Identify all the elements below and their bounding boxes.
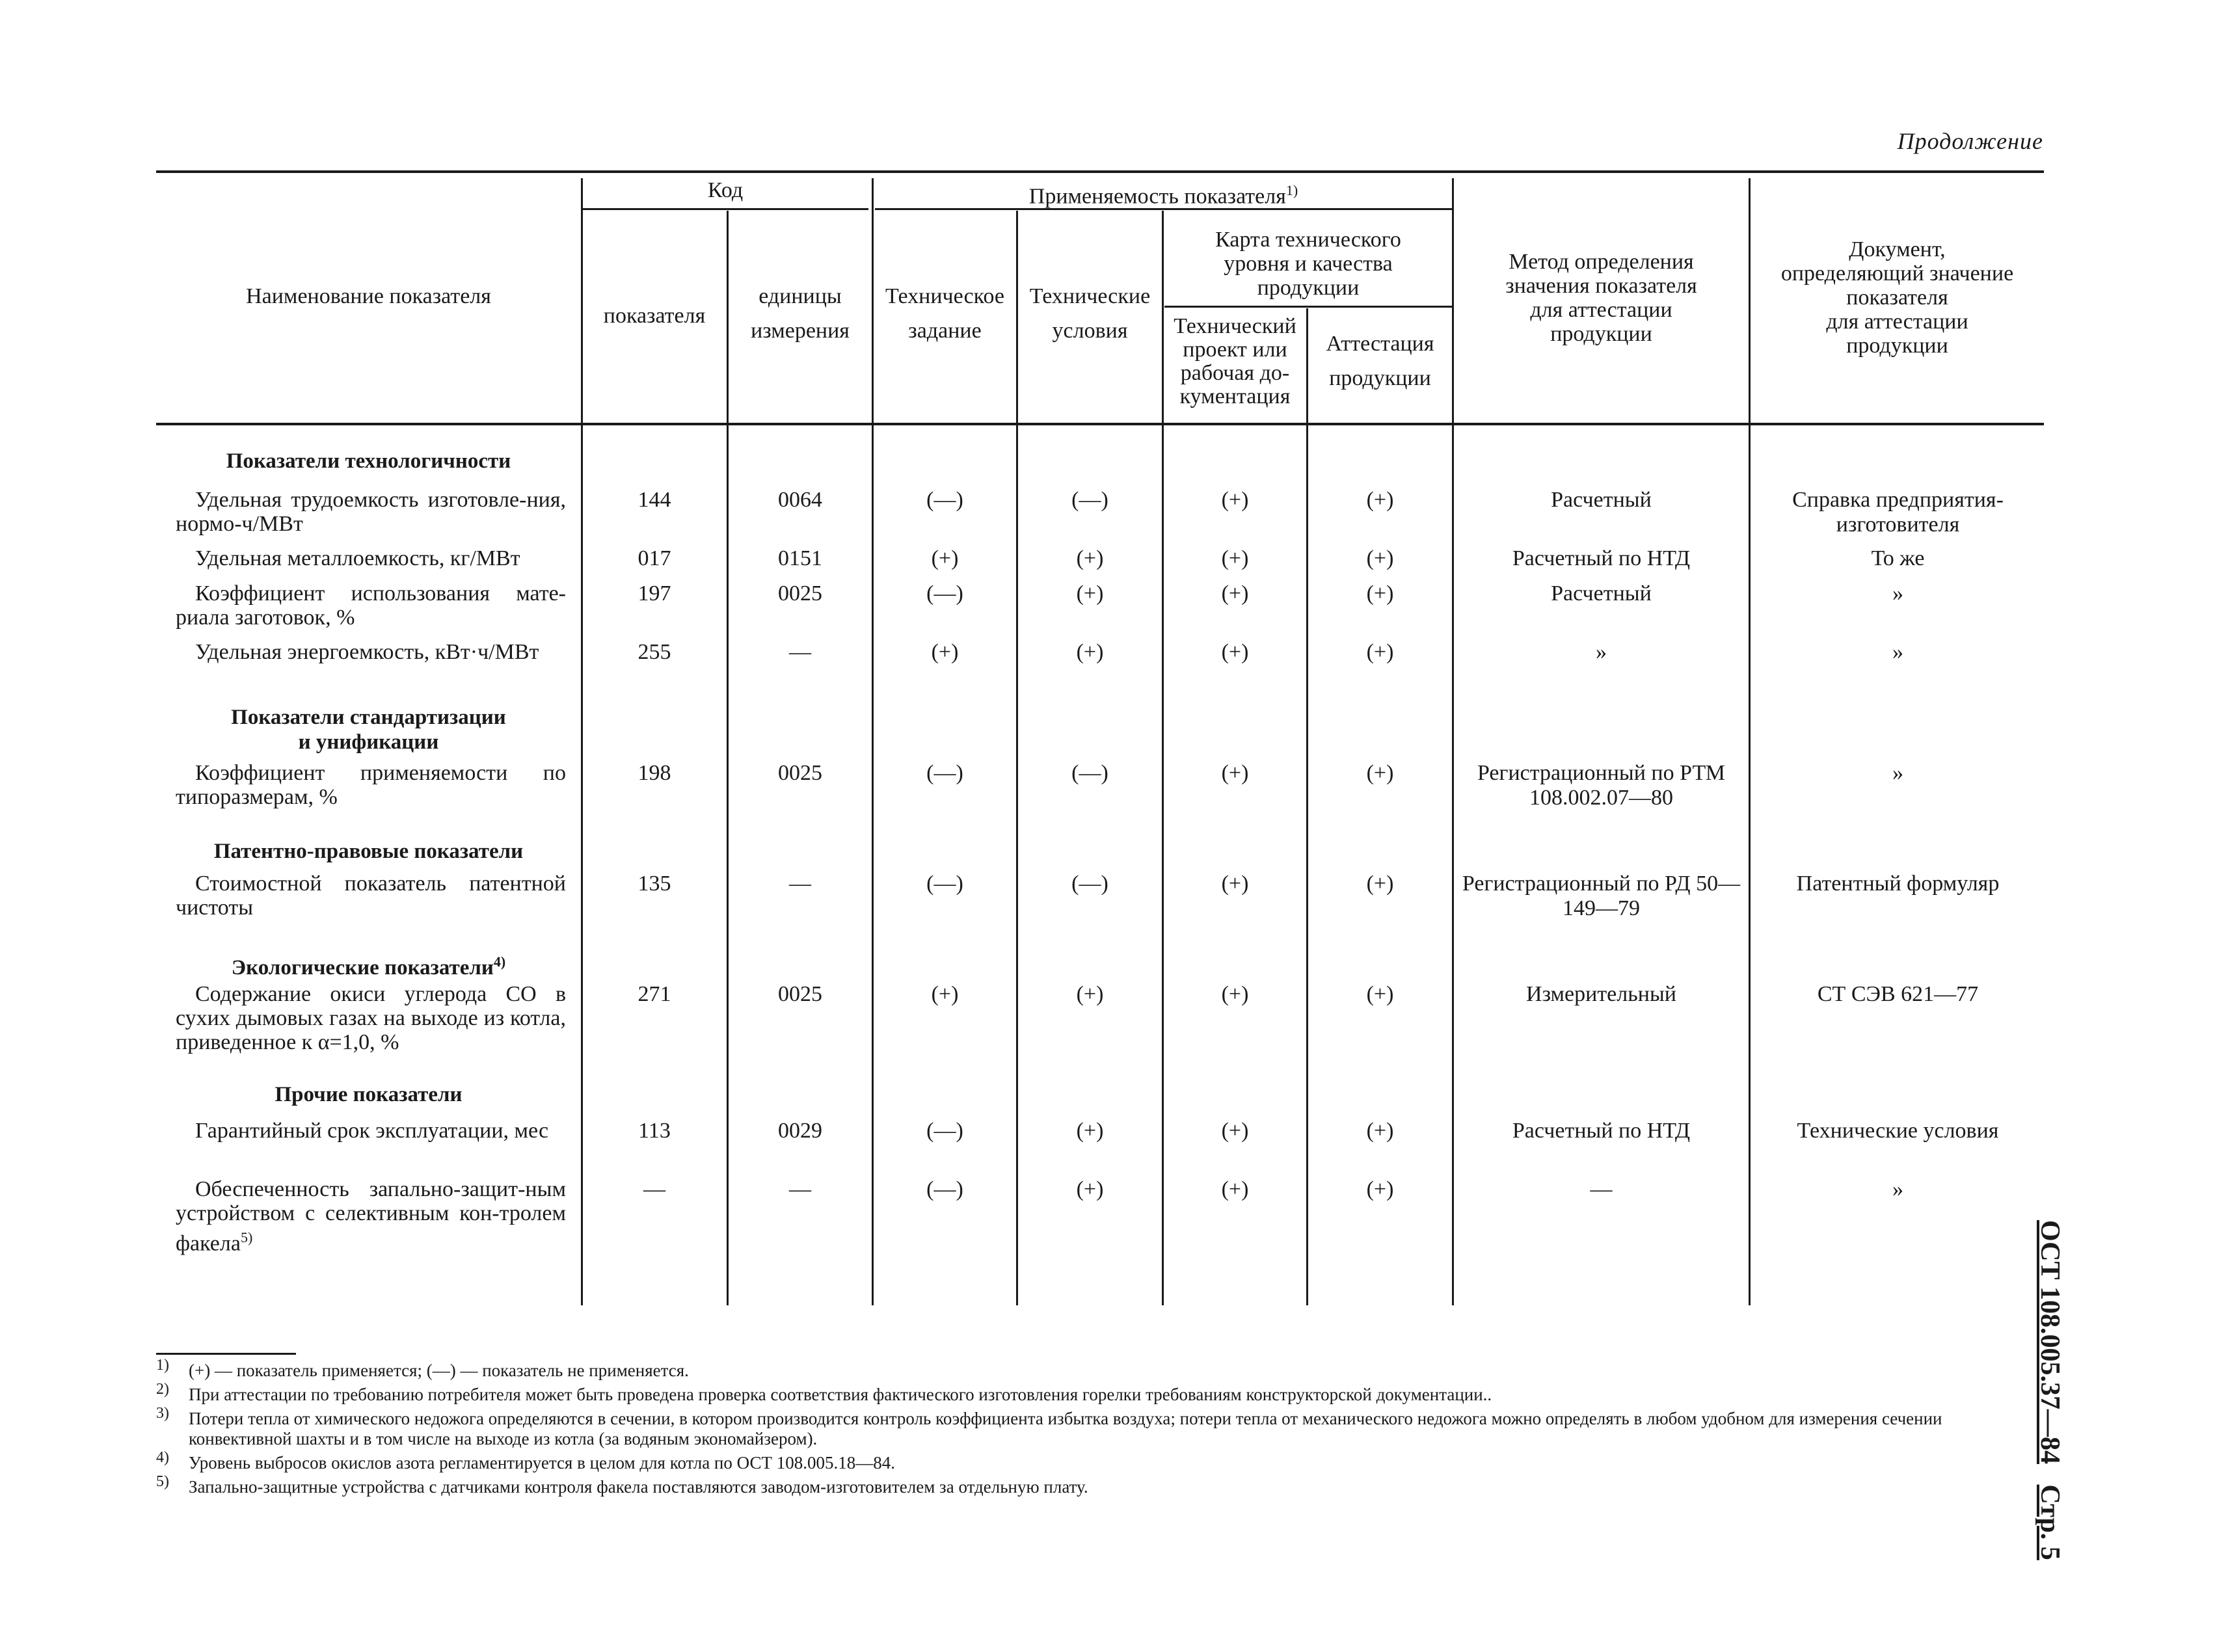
- header-applicability-text: Применяемость показателя: [1028, 184, 1286, 209]
- row-cell-ap: (+): [1366, 982, 1394, 1006]
- header-method-line: для аттестации: [1530, 298, 1672, 322]
- header-tech-project-line: рабочая до-: [1180, 361, 1290, 385]
- header-attestation-line: Аттестация: [1326, 332, 1434, 356]
- header-tech-map-line: Карта технического: [1215, 228, 1401, 252]
- row-indicator-name-text: Удельная энергоемкость, кВт·ч/МВт: [195, 640, 539, 664]
- footnote-text: При аттестации по требованию потребителя может быть проведена проверка соответствия фактического изготовления горелки требованиям конструкторской документации..: [189, 1385, 1492, 1404]
- header-tech-task: [874, 284, 1016, 343]
- row-cell-code: 113: [638, 1119, 671, 1143]
- section-heading-line: Показатели стандартизации: [231, 706, 506, 729]
- row-cell-tp: (+): [1221, 982, 1249, 1006]
- row-cell-code: 144: [638, 488, 671, 512]
- row-indicator-name: [176, 872, 566, 920]
- col-divider-7: [1452, 178, 1454, 1305]
- row-cell-method: Измерительный: [1526, 982, 1676, 1006]
- section-heading: [156, 950, 581, 980]
- row-cell-unit: 0151: [778, 546, 822, 570]
- row-cell-tt: (—): [926, 488, 963, 512]
- tech-map-rule: [1164, 306, 1452, 308]
- row-cell-tp: (+): [1221, 581, 1249, 606]
- footnote-text: (+) — показатель применяется; (—) — показатель не применяется.: [189, 1361, 689, 1380]
- indicator-table: [156, 170, 2044, 1305]
- row-indicator-name: [176, 488, 566, 536]
- header-method-line: значения показателя: [1505, 274, 1697, 298]
- section-heading-text: Экологические показатели: [231, 956, 494, 979]
- row-cell-doc: Патентный формуляр: [1796, 872, 2000, 896]
- header-attestation: [1308, 332, 1452, 390]
- row-indicator-name-text: Гарантийный срок эксплуатации, мес: [195, 1119, 549, 1143]
- row-cell-tt: (+): [931, 546, 959, 570]
- row-cell-tp: (+): [1221, 761, 1249, 785]
- row-cell-tp: (+): [1221, 488, 1249, 512]
- row-cell-ap: (+): [1366, 488, 1394, 512]
- row-cell-tp: (+): [1221, 1119, 1249, 1143]
- row-cell-tp: (+): [1221, 1177, 1249, 1201]
- row-cell-ap: (+): [1366, 546, 1394, 570]
- header-tech-map-line: уровня и качества: [1224, 252, 1393, 276]
- row-cell-doc: »: [1892, 761, 1903, 785]
- header-document-line: показателя: [1846, 286, 1948, 310]
- header-code-unit-line: измерения: [751, 319, 850, 343]
- row-cell-tp: (+): [1221, 640, 1249, 664]
- row-cell-code: 255: [638, 640, 671, 664]
- footnote-mark: 2): [156, 1381, 169, 1398]
- row-cell-tt: (+): [931, 982, 959, 1006]
- row-cell-ap: (+): [1366, 1119, 1394, 1143]
- footnote-mark: 4): [156, 1449, 169, 1466]
- header-tech-project-line: кументация: [1179, 384, 1291, 408]
- row-cell-ap: (+): [1366, 581, 1394, 606]
- row-cell-tt: (—): [926, 761, 963, 785]
- header-bottom-rule: [156, 423, 2044, 425]
- row-cell-doc: СТ СЭВ 621—77: [1817, 982, 1979, 1006]
- continuation-label: Продолжение: [1897, 128, 2043, 154]
- header-tech-project-line: Технический: [1174, 314, 1296, 338]
- header-method-line: Метод определения: [1509, 250, 1694, 274]
- header-code-group: Код: [707, 178, 744, 202]
- row-cell-unit: —: [789, 872, 811, 896]
- row-indicator-name-text: Коэффициент применяемости по типоразмерам, %: [176, 761, 566, 809]
- row-indicator-name: [176, 546, 566, 570]
- section-heading: Показатели технологичности: [226, 449, 511, 473]
- header-document-line: Документ,: [1849, 237, 1946, 261]
- header-document-line: определяющий значение: [1780, 261, 2014, 286]
- row-indicator-name: [176, 581, 566, 630]
- row-cell-doc: »: [1892, 640, 1903, 664]
- side-doc-number: ОСТ 108.005.37—84: [2035, 1220, 2065, 1465]
- row-cell-doc: То же: [1871, 546, 1925, 570]
- row-indicator-name: [176, 982, 566, 1054]
- footnote-ref: 5): [240, 1229, 253, 1246]
- row-cell-method: Регистрационный по РТМ 108.002.07—80: [1477, 761, 1726, 810]
- row-cell-code: 198: [638, 761, 671, 785]
- header-tech-conditions: [1018, 284, 1162, 343]
- row-cell-unit: 0025: [778, 982, 822, 1006]
- header-document: [1751, 237, 2044, 358]
- footnote-text: Потери тепла от химического недожога определяются в сечении, в котором производится контроль коэффициента избытка воздуха; потери тепла от механического недожога можно определять в любом удобном для измерения сечении конвективной шахты и в том числе на выходе из котла (за водяным экономайзером).: [189, 1409, 1942, 1448]
- header-tech-project: [1164, 315, 1306, 408]
- row-cell-ap: (+): [1366, 872, 1394, 896]
- row-cell-doc: »: [1892, 581, 1903, 606]
- row-cell-tu: (+): [1076, 1177, 1104, 1201]
- side-document-label: [2020, 1220, 2065, 1623]
- row-indicator-name-text: Содержание окиси углерода CO в сухих дымовых газах на выходе из котла, приведенное к α=1,0, %: [176, 982, 566, 1054]
- footnote: [156, 1473, 2043, 1497]
- header-document-line: продукции: [1846, 334, 1948, 358]
- header-code-unit-line: единицы: [758, 284, 842, 308]
- row-indicator-name-text: Удельная металлоемкость, кг/МВт: [195, 546, 520, 570]
- row-cell-tu: (+): [1076, 1119, 1104, 1143]
- applicability-group-rule: [875, 208, 1452, 210]
- row-indicator-name: [176, 640, 566, 664]
- footnote-mark: 3): [156, 1405, 169, 1422]
- row-cell-ap: (+): [1366, 761, 1394, 785]
- header-attestation-line: продукции: [1329, 366, 1431, 390]
- row-cell-unit: —: [789, 640, 811, 664]
- row-cell-method: Расчетный по НТД: [1512, 546, 1691, 570]
- code-group-rule: [582, 208, 868, 210]
- row-cell-method: —: [1590, 1177, 1613, 1201]
- row-cell-unit: 0064: [778, 488, 822, 512]
- header-tech-task-line: задание: [908, 319, 982, 343]
- row-cell-ap: (+): [1366, 1177, 1394, 1201]
- row-cell-tt: (+): [931, 640, 959, 664]
- header-tech-conditions-line: Технические: [1029, 284, 1151, 308]
- row-cell-tu: (+): [1076, 982, 1104, 1006]
- row-cell-tu: (+): [1076, 581, 1104, 606]
- footnote-mark: 1): [156, 1357, 169, 1374]
- row-cell-code: 017: [638, 546, 671, 570]
- row-cell-tt: (—): [926, 872, 963, 896]
- header-code-unit: [729, 284, 872, 343]
- row-indicator-name-text: Удельная трудоемкость изготовле-ния, нормо-ч/МВт: [176, 488, 566, 536]
- row-cell-tu: (—): [1071, 872, 1108, 896]
- table-top-rule: [156, 170, 2044, 173]
- row-cell-tp: (+): [1221, 546, 1249, 570]
- row-cell-unit: 0029: [778, 1119, 822, 1143]
- row-indicator-name: [176, 1119, 566, 1143]
- footnote-rule: [156, 1353, 296, 1355]
- row-cell-method: »: [1596, 640, 1607, 664]
- row-cell-code: —: [643, 1177, 665, 1201]
- side-page-number: Стр. 5: [2035, 1484, 2065, 1560]
- row-cell-tp: (+): [1221, 872, 1249, 896]
- row-cell-doc: »: [1892, 1177, 1903, 1201]
- row-indicator-name: [176, 761, 566, 809]
- row-cell-unit: 0025: [778, 761, 822, 785]
- row-cell-tu: (+): [1076, 640, 1104, 664]
- footnote-ref: 1): [1285, 182, 1298, 198]
- footnote: [156, 1449, 2043, 1473]
- section-heading: Прочие показатели: [275, 1083, 463, 1106]
- header-indicator-name: Наименование показателя: [246, 284, 491, 308]
- footnote-text: Запально-защитные устройства с датчиками контроля факела поставляются заводом-изготовителем за отдельную плату.: [189, 1477, 1088, 1497]
- row-cell-method: Расчетный: [1551, 581, 1652, 606]
- header-tech-task-line: Техническое: [885, 284, 1004, 308]
- header-tech-conditions-line: условия: [1052, 319, 1128, 343]
- header-applicability-group: [875, 178, 1452, 208]
- row-cell-tu: (—): [1071, 761, 1108, 785]
- header-method-line: продукции: [1550, 322, 1652, 346]
- row-cell-method: Расчетный по НТД: [1512, 1119, 1691, 1143]
- section-heading-line: и унификации: [298, 730, 439, 754]
- footnote-text: Уровень выбросов окислов азота регламентируется в целом для котла по ОСТ 108.005.18—84.: [189, 1453, 895, 1472]
- row-cell-code: 197: [638, 581, 671, 606]
- row-cell-tt: (—): [926, 1177, 963, 1201]
- col-divider-6: [1306, 308, 1308, 1305]
- row-cell-method: Расчетный: [1551, 488, 1652, 512]
- row-cell-tu: (—): [1071, 488, 1108, 512]
- footnote: [156, 1405, 2043, 1449]
- footnote: [156, 1357, 2043, 1381]
- header-code-indicator: показателя: [603, 304, 706, 328]
- row-cell-tt: (—): [926, 1119, 963, 1143]
- row-cell-tu: (+): [1076, 546, 1104, 570]
- row-cell-unit: 0025: [778, 581, 822, 606]
- header-tech-map-line: продукции: [1257, 276, 1360, 300]
- row-cell-unit: —: [789, 1177, 811, 1201]
- row-indicator-name-text: Коэффициент использования мате-риала заготовок, %: [176, 581, 566, 630]
- row-cell-doc: Технические условия: [1797, 1119, 1999, 1143]
- footnote-ref: 4): [493, 953, 506, 970]
- header-tech-project-line: проект или: [1183, 338, 1287, 362]
- header-method: [1454, 250, 1749, 346]
- row-indicator-name-text: Обеспеченность запально-защит-ным устройством с селективным кон-тролем факела: [176, 1177, 566, 1256]
- footnote-mark: 5): [156, 1473, 169, 1490]
- footnotes: [156, 1357, 2043, 1501]
- row-cell-code: 135: [638, 872, 671, 896]
- section-heading: Патентно-правовые показатели: [213, 840, 524, 863]
- footnote: [156, 1381, 2043, 1405]
- row-cell-method: Регистрационный по РД 50—149—79: [1462, 872, 1741, 920]
- header-tech-map: [1164, 228, 1452, 300]
- row-cell-code: 271: [638, 982, 671, 1006]
- row-cell-tt: (—): [926, 581, 963, 606]
- header-document-line: для аттестации: [1826, 310, 1968, 334]
- row-cell-ap: (+): [1366, 640, 1394, 664]
- section-heading: [156, 705, 581, 754]
- row-indicator-name: [176, 1177, 566, 1255]
- row-cell-doc: Справка предприятия-изготовителя: [1792, 488, 2004, 537]
- row-indicator-name-text: Стоимостной показатель патентной чистоты: [176, 872, 566, 920]
